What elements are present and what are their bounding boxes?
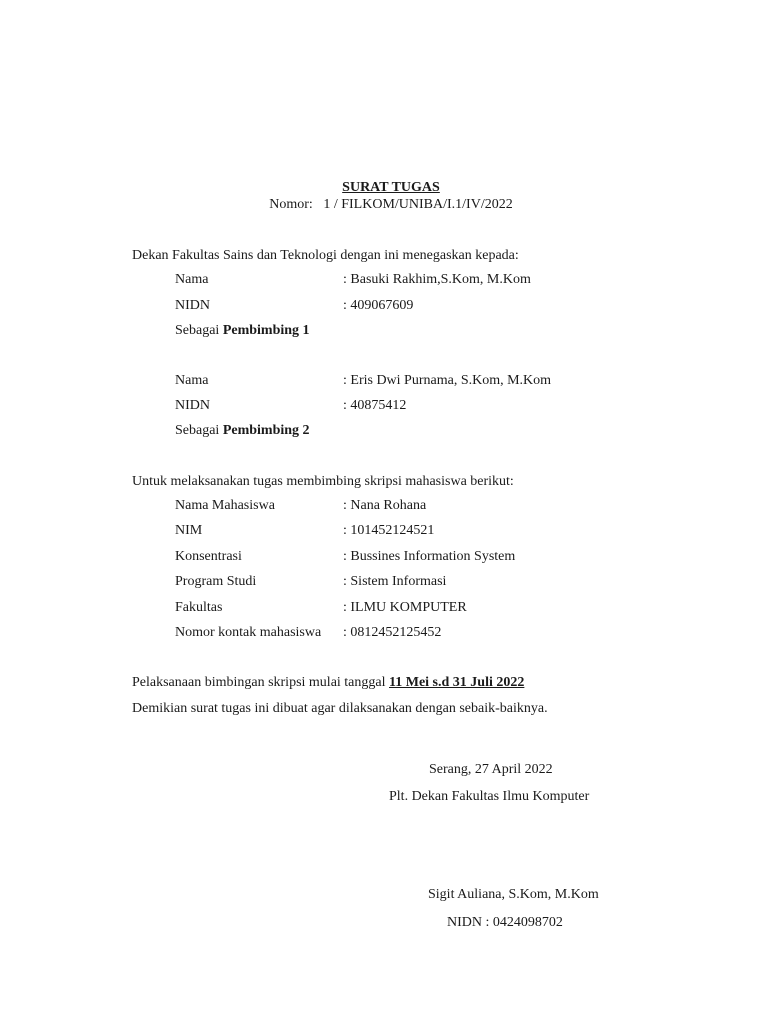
pembimbing1-nama-value: : Basuki Rakhim,S.Kom, M.Kom — [343, 272, 531, 287]
nomor-label: Nomor: — [269, 197, 313, 212]
signature-position: Plt. Dekan Fakultas Ilmu Komputer — [389, 789, 590, 804]
pembimbing2-role-name: Pembimbing 2 — [222, 423, 310, 438]
schedule-line — [132, 674, 524, 692]
document-number — [0, 196, 768, 214]
student-row-value: : 0812452125452 — [343, 625, 442, 640]
signature-nidn: NIDN : 0424098702 — [447, 915, 563, 930]
student-row-label: NIM — [175, 523, 203, 538]
pembimbing2-role-prefix: Sebagai — [175, 423, 223, 438]
pembimbing2-nidn-label: NIDN — [175, 398, 210, 413]
student-row-label: Nomor kontak mahasiswa — [175, 625, 322, 640]
pembimbing1-nidn-value: : 409067609 — [343, 298, 414, 313]
pembimbing2-nama-label: Nama — [175, 373, 209, 388]
pembimbing1-role-name: Pembimbing 1 — [222, 323, 310, 338]
signature-name: Sigit Auliana, S.Kom, M.Kom — [428, 887, 599, 902]
pembimbing1-role-prefix: Sebagai — [175, 323, 223, 338]
closing-text: Demikian surat tugas ini dibuat agar dilaksanakan dengan sebaik-baiknya. — [132, 701, 548, 716]
pembimbing1-nidn-label: NIDN — [175, 298, 210, 313]
student-row-value: : Nana Rohana — [343, 498, 427, 513]
document-title: SURAT TUGAS — [342, 180, 440, 195]
student-row-label: Program Studi — [175, 574, 257, 589]
student-row-value: : ILMU KOMPUTER — [343, 600, 467, 615]
nomor-value: 1 / FILKOM/UNIBA/I.1/IV/2022 — [323, 197, 513, 212]
pembimbing1-role — [175, 322, 310, 340]
schedule-dates: 11 Mei s.d 31 Juli 2022 — [389, 675, 525, 690]
intro-text: Dekan Fakultas Sains dan Teknologi dengan ini menegaskan kepada: — [132, 248, 519, 263]
pembimbing2-nama-value: : Eris Dwi Purnama, S.Kom, M.Kom — [343, 373, 552, 388]
student-row-value: : 101452124521 — [343, 523, 435, 538]
pembimbing2-role — [175, 422, 310, 440]
pembimbing1-nama-label: Nama — [175, 272, 209, 287]
student-row-label: Nama Mahasiswa — [175, 498, 275, 513]
pembimbing2-nidn-value: : 40875412 — [343, 398, 407, 413]
student-row-label: Fakultas — [175, 600, 223, 615]
signature-place-date: Serang, 27 April 2022 — [429, 762, 553, 777]
student-row-label: Konsentrasi — [175, 549, 242, 564]
task-intro-text: Untuk melaksanakan tugas membimbing skripsi mahasiswa berikut: — [132, 474, 514, 489]
schedule-prefix: Pelaksanaan bimbingan skripsi mulai tanggal — [132, 675, 390, 690]
student-row-value: : Bussines Information System — [343, 549, 516, 564]
student-row-value: : Sistem Informasi — [343, 574, 447, 589]
